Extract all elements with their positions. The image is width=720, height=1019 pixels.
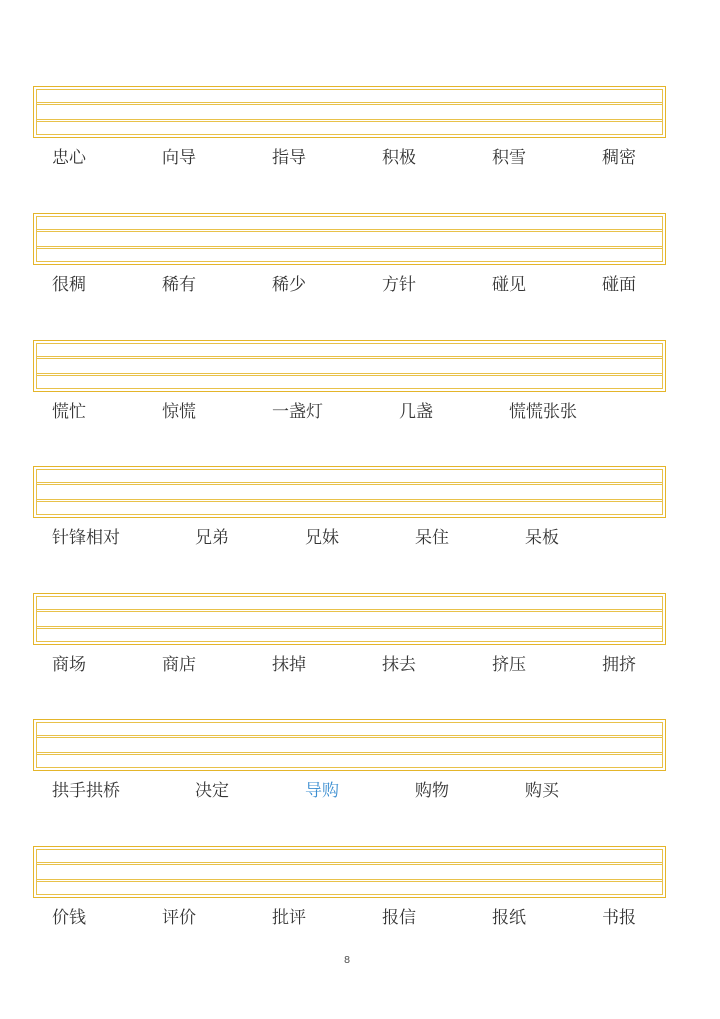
vocab-word: 碰见 (492, 275, 526, 295)
vocab-word: 抹去 (382, 655, 416, 675)
vocab-word: 评价 (162, 908, 196, 928)
vocab-word: 商场 (52, 655, 86, 675)
vocab-word: 慌忙 (52, 402, 86, 422)
vocab-word: 碰面 (602, 275, 636, 295)
vocab-word: 向导 (162, 148, 196, 168)
writing-grid (33, 86, 666, 138)
vocab-word: 稠密 (602, 148, 636, 168)
vocab-word: 价钱 (52, 908, 86, 928)
vocab-word: 惊慌 (162, 402, 196, 422)
vocab-word: 忠心 (52, 148, 86, 168)
vocab-word: 针锋相对 (52, 528, 120, 548)
vocab-word: 商店 (162, 655, 196, 675)
vocab-word: 批评 (272, 908, 306, 928)
writing-grid (33, 340, 666, 392)
vocab-word: 几盏 (399, 402, 433, 422)
vocab-word: 积极 (382, 148, 416, 168)
vocab-word: 报纸 (492, 908, 526, 928)
page-number: 8 (343, 955, 351, 966)
vocab-word: 方针 (382, 275, 416, 295)
vocab-word: 稀少 (272, 275, 306, 295)
vocab-word: 拱手拱桥 (52, 781, 120, 801)
vocab-word: 稀有 (162, 275, 196, 295)
vocab-word: 呆住 (415, 528, 449, 548)
vocab-word: 慌慌张张 (509, 402, 577, 422)
vocab-word: 报信 (382, 908, 416, 928)
vocab-word: 很稠 (52, 275, 86, 295)
writing-grid (33, 466, 666, 518)
writing-grid (33, 719, 666, 771)
vocab-word: 指导 (272, 148, 306, 168)
vocab-word: 拥挤 (602, 655, 636, 675)
vocab-word: 兄妹 (305, 528, 339, 548)
writing-grid (33, 593, 666, 645)
vocab-word: 购物 (415, 781, 449, 801)
vocab-word: 决定 (195, 781, 229, 801)
writing-grid (33, 846, 666, 898)
writing-grid (33, 213, 666, 265)
vocab-word: 兄弟 (195, 528, 229, 548)
vocab-word-link[interactable]: 导购 (305, 781, 339, 801)
vocab-word: 挤压 (492, 655, 526, 675)
vocab-word: 积雪 (492, 148, 526, 168)
vocab-word: 一盏灯 (272, 402, 323, 422)
vocab-word: 抹掉 (272, 655, 306, 675)
vocab-word: 书报 (602, 908, 636, 928)
vocab-word: 购买 (525, 781, 559, 801)
vocab-word: 呆板 (525, 528, 559, 548)
